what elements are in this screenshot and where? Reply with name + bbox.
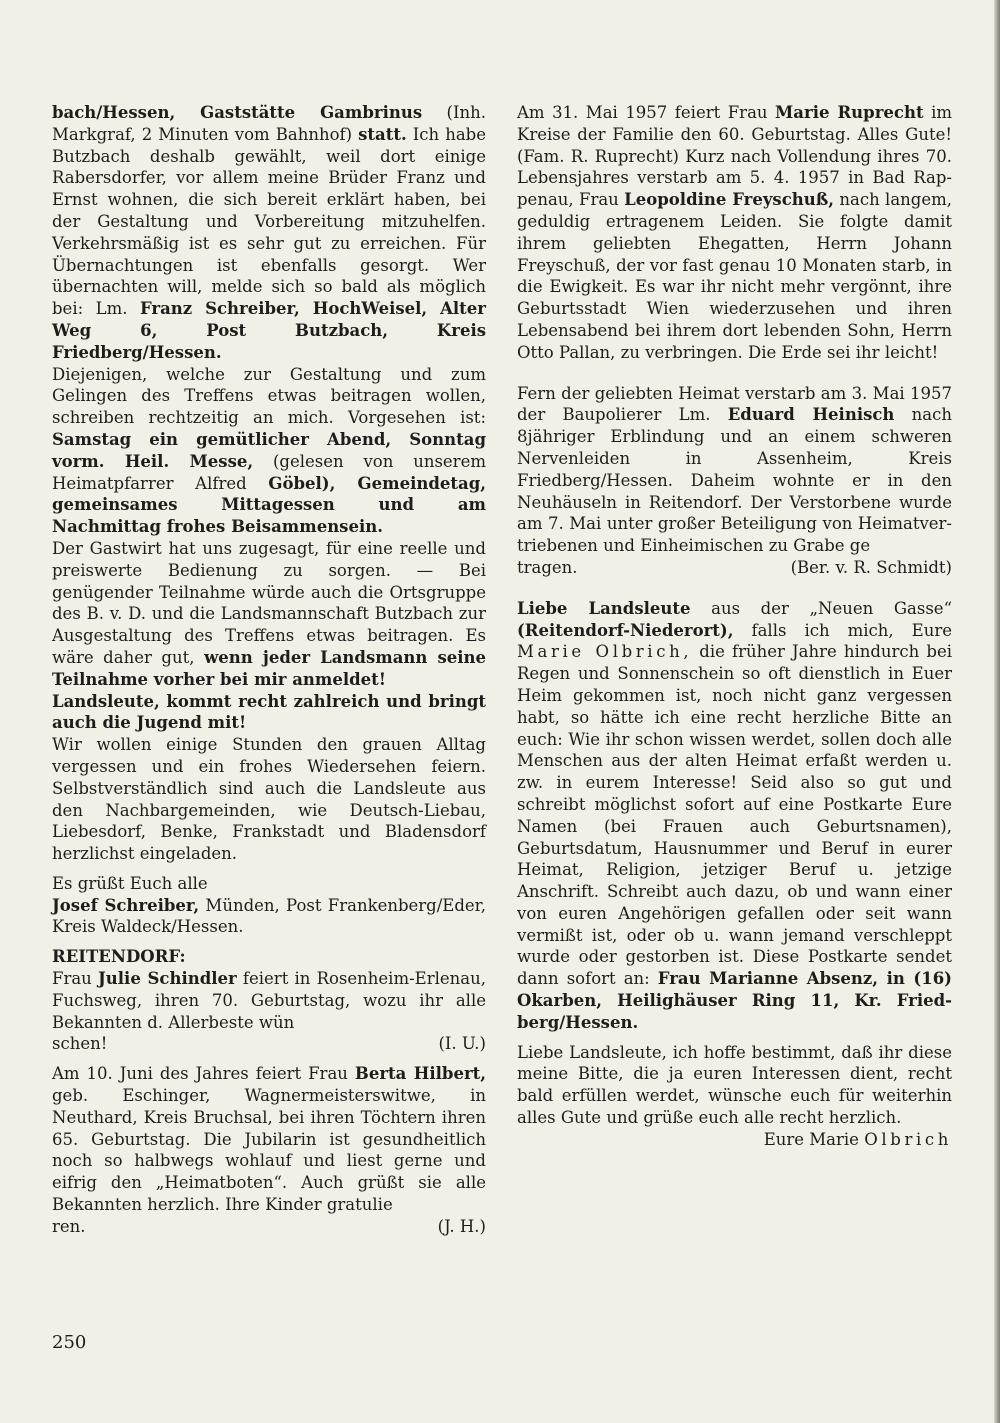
program-paragraph <box>52 364 486 538</box>
appeal-paragraph <box>52 691 486 735</box>
bold-text: Göbel), Gemeindetag, gemeinsames Mittagessen und am Nachmittag frohes Beisammensein. <box>52 473 486 537</box>
text: (Inh. Markgraf, 2 Minuten vom Bahnhof) <box>52 103 487 144</box>
section-heading: REITENDORF: <box>52 947 186 967</box>
text: Frau <box>52 969 98 989</box>
contact-address: Frau Marianne Absenz, in (16) Okarben, Heilighäuser Ring 11, Kr. Friedberg/Hessen. <box>517 969 952 1032</box>
bold-text: Liebe Landsleute <box>517 598 691 618</box>
text: die früher Jahre hindurch bei Regen und Sonnenschein so oft dienstlich in Euer Heim gekommen ist, noch nicht ganz vergessen habt, so hätte ich eine recht herzliche Bitte an euch: Wie ihr schon wissen werdet, sollen doch alle Menschen aus der alten Heimat erfaßt werden u. zw. in eurem Interesse! Seid also so gut und schreibt möglichst sofort auf eine Postkarte Eure Namen (bei Frauen auch Geburtsnamen), Geburtsdatum, Hausnummer und Beruf in eurer Heimat, Religion, jetziger Beruf u. jetzige Anschrift. Schreibt auch dazu, ob und wann einer von euren Angehörigen gefallen oder seit wann vermißt ist, oder ob u. wann jemand verschleppt wurde oder gestorben ist. Diese Postkarte sendet dann sofort an: <box>517 642 952 989</box>
initials: (Ber. v. R. Schmidt) <box>790 557 952 577</box>
text: ren. <box>52 1216 86 1236</box>
closing-signature <box>517 1129 952 1151</box>
text: feiert in Rosenheim-Erlenau, Fuchsweg, ihren 70. Geburtstag, wozu ihr alle Bekannten d. Allerbeste wün <box>52 969 486 1032</box>
spaced-name: Olbrich <box>864 1129 952 1149</box>
bold-text: statt. <box>358 124 407 144</box>
signature-paragraph <box>52 895 486 939</box>
page-number: 250 <box>52 1332 87 1353</box>
text: im Kreise der Familie den 60. Geburtstag. Alles Gute! (Fam. R. Ruprecht) Kurz nach Vollendung ihres 70. Lebensjahres verstarb am 5. 4. 1957 in Bad Rappenau, Frau <box>517 103 953 210</box>
text: Fern der geliebten Heimat verstarb am 3. Mai 1957 der Baupolierer Lm. <box>517 383 952 425</box>
invitation-paragraph: Wir wollen einige Stunden den grauen Alltag vergessen und ein frohes Wiedersehen feiern. Selbstverständlich sind auch die Landsleute aus den Nachbargemeinden, wie Deutsch-Liebau, Liebesdorf, Benke, Frankstadt und Bladensdorf herzlichst eingeladen. <box>52 735 486 864</box>
text: Am 10. Juni des Jahres feiert Frau <box>52 1064 355 1084</box>
signature-line <box>52 1033 486 1055</box>
left-column <box>52 102 486 1238</box>
closing-paragraph: Liebe Landsleute, ich hoffe bestimmt, daß ihr diese meine Bitte, die ja euren Interessen dient, recht bald erfüllen werdet, wünsche euch für weiterhin alles Gute und grüße euch alle recht herzlich. <box>517 1042 952 1128</box>
text: aus der „Neuen Gasse“ <box>690 598 952 618</box>
person-name: Julie Schindler <box>97 969 237 989</box>
page-edge-shadow <box>994 0 1000 1423</box>
spaced-name: Marie Olbrich, <box>517 642 693 662</box>
text: nach 8jähriger Erblindung und an einem schweren Nervenleiden in Assenheim, Kreis Friedberg/Hessen. Daheim wohnte er in den Neuhäuseln in Reitendorf. Der Verstorbene wurde am 7. Mai unter großer Beteiligung von Heimatvertriebenen und Einheimischen zu Grabe ge <box>517 405 952 556</box>
contact-address: Franz Schreiber, HochWeisel, Alter Weg 6, Post Butzbach, Kreis Friedberg/Hessen. <box>52 299 486 362</box>
bold-text: bach/Hessen, Gaststätte Gambrinus <box>52 103 423 122</box>
birthday-hilbert-paragraph <box>52 1063 486 1216</box>
appeal-text: Landsleute, kommt recht zahlreich und bringt auch die Jugend mit! <box>52 691 486 733</box>
birthday-obituary-paragraph <box>517 102 952 364</box>
text: Eure Marie <box>763 1129 865 1149</box>
initials: (I. U.) <box>438 1034 486 1054</box>
person-name: Eduard Heinisch <box>727 405 895 425</box>
text: (gelesen von unserem Heimatpfarrer Alfred <box>52 451 486 493</box>
signature-line <box>517 557 952 579</box>
signer-address: Münden, Post Frankenberg/Eder, Kreis Waldeck/Hessen. <box>52 895 486 937</box>
text: geb. Eschinger, Wagnermeisterswitwe, in Neuthard, Kreis Bruchsal, bei ihren Töchtern ihren 65. Geburtstag. Die Jubilarin ist gesundheitlich noch so halbwegs wohlauf und liest gerne und eifrig den „Heimatboten“. Auch grüßt sie alle Bekannten herzlich. Ihre Kinder gratulie <box>52 1086 486 1215</box>
text: Am 31. Mai 1957 feiert Frau <box>517 103 776 122</box>
person-name: Berta Hilbert, <box>354 1064 486 1084</box>
text: schen! <box>52 1034 108 1054</box>
person-name: Leopoldine Freyschuß, <box>624 190 835 210</box>
text: Ich habe Butzbach deshalb gewählt, weil dort einige Rabersdorfer, vor allem meine Brüder Franz und Ernst wohnen, die sich bereit erklärt haben, bei der Gestaltung und Vorbereitung mitzuhelfen. Verkehrsmäßig ist es sehr gut zu erreichen. Für Übernachtungen ist ebenfalls gesorgt. Wer übernachten will, melde sich so bald als möglich bei: Lm. <box>52 124 487 319</box>
text: tragen. <box>517 557 578 577</box>
bold-text: wenn jeder Landsmann seine Teilnahme vorher bei mir anmeldet! <box>52 647 486 689</box>
signer-name: Josef Schreiber, <box>52 895 200 915</box>
text: nach langem, geduldig ertragenem Leiden. Sie folgte damit ihrem geliebten Ehegatten, Herrn Johann Freyschuß, der vor fast genau 10 Monaten starb, in die Ewigkeit. Es war ihr nicht mehr vergönnt, ihre Geburtsstadt Wien wiederzusehen und ihren Lebensabend bei ihrem dort lebenden Sohn, Herrn Otto Pallan, zu verbringen. Die Erde sei ihr leicht! <box>517 190 953 362</box>
text: Der Gastwirt hat uns zugesagt, für eine reelle und preiswerte Bedienung zu sorgen. — Bei genügender Teilnahme würde auch die Ortsgruppe des B. v. D. und die Landsmannschaft Butzbach zur Ausgestaltung des Treffens etwas beitragen. Es wäre daher gut, <box>52 538 486 667</box>
meeting-location-paragraph <box>52 102 486 364</box>
host-paragraph <box>52 538 486 691</box>
obituary-heinisch-paragraph <box>517 383 952 557</box>
greeting-line: Es grüßt Euch alle <box>52 873 208 893</box>
initials: (J. H.) <box>437 1216 486 1236</box>
person-name: Marie Ruprecht <box>775 103 924 122</box>
text: Diejenigen, welche zur Gestaltung und zum Gelingen des Treffens etwas beitragen wollen, schreiben rechtzeitig an mich. Vorgesehen ist: <box>52 364 486 428</box>
right-column <box>517 102 952 1151</box>
signature-line <box>52 1216 486 1238</box>
birthday-schindler-paragraph <box>52 968 486 1033</box>
bold-text: (Reitendorf-Niederort), <box>517 620 734 640</box>
bold-text: Samstag ein gemütlicher Abend, Sonntag vorm. Heil. Messe, <box>52 429 486 471</box>
text: falls ich mich, Eure <box>733 620 952 640</box>
appeal-olbrich-paragraph <box>517 598 952 1034</box>
